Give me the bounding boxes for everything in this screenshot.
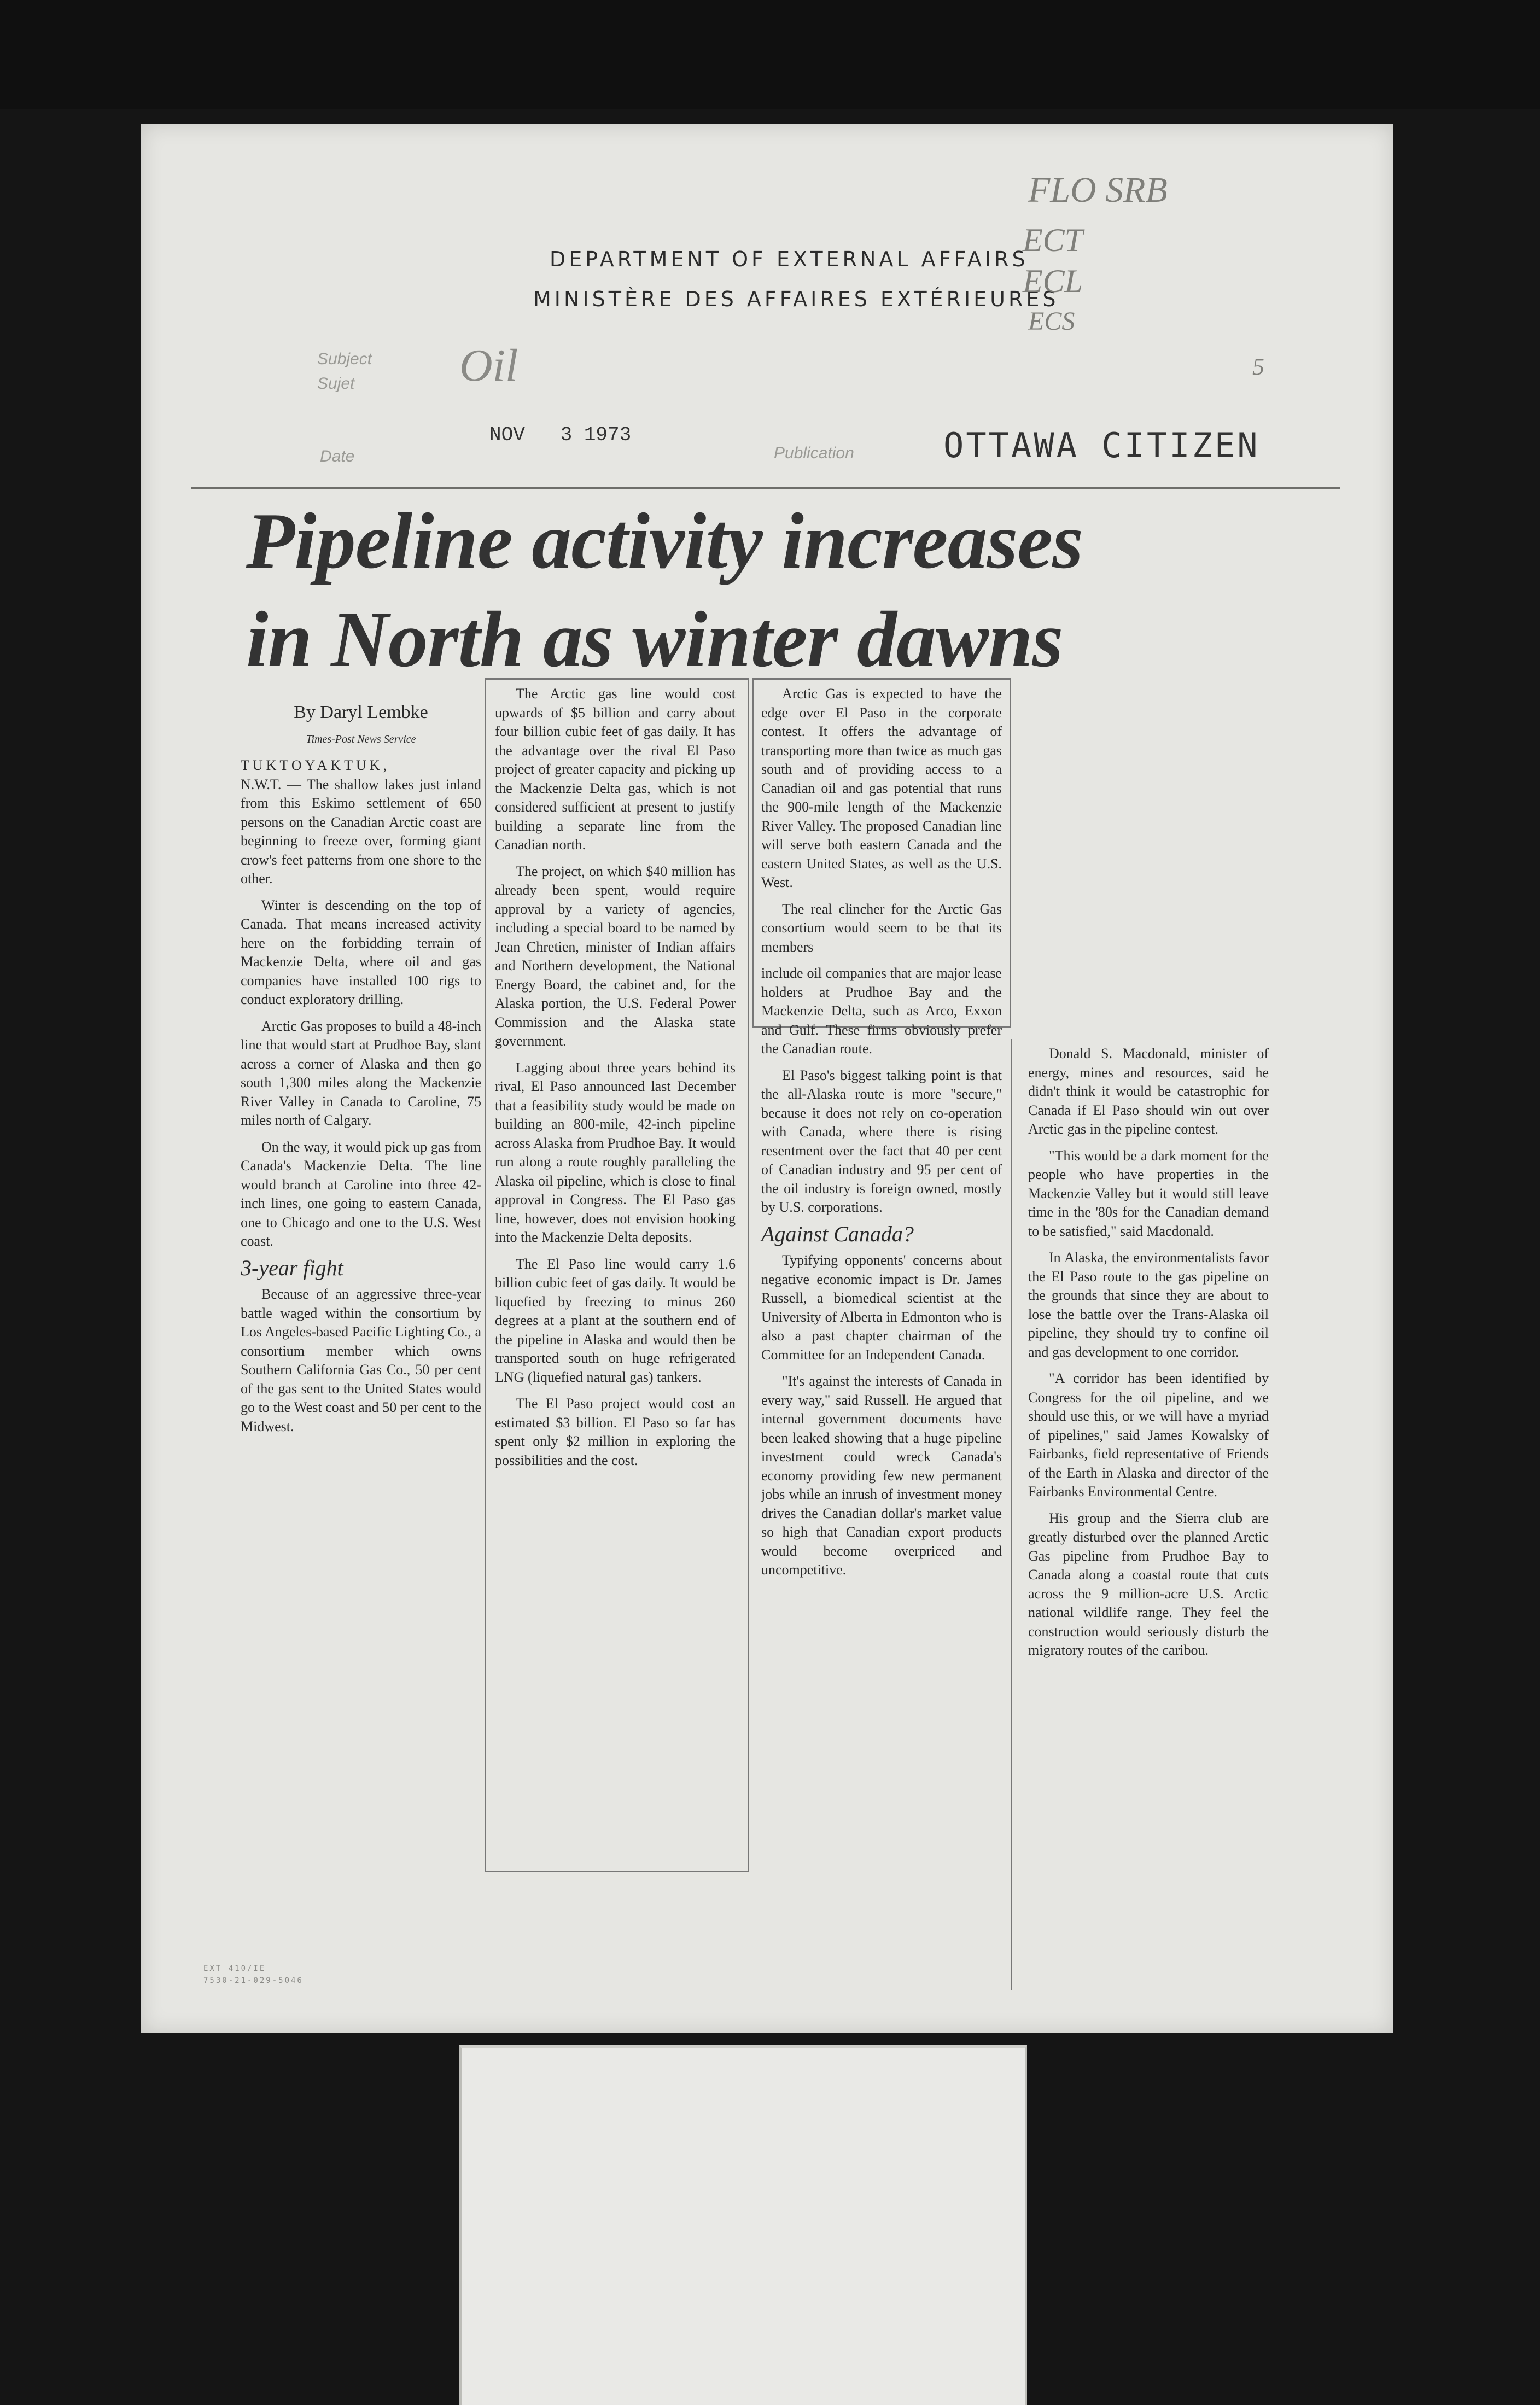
sujet-label: Sujet xyxy=(317,375,355,393)
col3-paragraph-2: The real clincher for the Arctic Gas consortium would seem to be that its members xyxy=(761,901,1002,955)
routing-annotation-1: FLO SRB xyxy=(1028,170,1168,210)
col4-paragraph-4: "A corridor has been identified by Congress for the oil pipeline, and we should use this, or we will have a myriad of pipelines," said James Kowalsky of Fairbanks, field representative of Friends of the Earth in Alaska and director of the Fairbanks Environmental Centre. xyxy=(1028,1370,1269,1499)
col3-paragraph-4: El Paso's biggest talking point is that the all-Alaska route is more "secure," because it does not rely on co-operation with Canada, where there is rising resentment over the fact that 40 per cent of Canadian industry and 95 per cent of the oil industry is foreign owned, mostly by U.S. corporations. xyxy=(761,1067,1002,1215)
subject-label: Subject xyxy=(317,350,372,368)
subject-value: Oil xyxy=(459,340,518,391)
news-service: Times-Post News Service xyxy=(306,733,416,745)
col2-paragraph-4: The El Paso line would carry 1.6 billion cubic feet of gas daily. It would be liquefied by freezing to minus 260 degrees at a plant at the southern end of the pipeline in Alaska and would then be transported south on huge refrigerated LNG (liquefied natural gas) tankers. xyxy=(495,1256,736,1385)
article-column-1 xyxy=(241,703,481,1444)
routing-annotation-2: ECT xyxy=(1023,222,1083,258)
col1-paragraph-4: On the way, it would pick up gas from Canada's Mackenzie Delta. The line would branch at Caroline into three 42-inch lines, one going to eastern Canada, one to Chicago and one to the U.S. West coast. xyxy=(241,1139,481,1249)
col2-paragraph-1: The Arctic gas line would cost upwards of $5 billion and carry about four billion cubic feet of gas daily. It has the advantage over the rival El Paso project of greater capacity and picking up the Mackenzie Delta gas, which is not considered sufficient at present to justify building a separate line from the Canadian north. xyxy=(495,686,736,853)
col4-paragraph-2: "This would be a dark moment for the people who have properties in the Mackenzie Valley but it would still leave time in the '80s for the Canadian demand to be satisfied," said Macdonald. xyxy=(1028,1147,1269,1239)
article-column-2 xyxy=(495,685,736,1478)
col3-paragraph-6: "It's against the interests of Canada in every way," said Russell. He argued that internal government documents have been leaked showing that a huge pipeline investment could wreck Canada's economy providing few new permanent jobs while an inrush of investment money drives the Canadian dollar's market value so high that Canadian export products would become overpriced and uncompetitive. xyxy=(761,1373,1002,1578)
subhead-against-canada: Against Canada? xyxy=(761,1221,914,1246)
col1-paragraph-3: Arctic Gas proposes to build a 48-inch line that would start at Prudhoe Bay, slant across a corner of Alaska and then go south 1,300 miles along the Mackenzie River Valley in Canada to Caroline, 75 miles north of Calgary. xyxy=(241,1018,481,1128)
subhead-3-year-fight: 3-year fight xyxy=(241,1255,343,1280)
date-value: NOV 3 1973 xyxy=(489,424,632,446)
col1-paragraph-2: Winter is descending on the top of Canada. That means increased activity here on the forbidding terrain of Mackenzie Delta, where oil and gas companies have installed 100 rigs to conduct exploratory drilling. xyxy=(241,897,481,1007)
col2-paragraph-5: The El Paso project would cost an estimated $3 billion. El Paso so far has spent only $2 million in exploring the possibilities and the cost. xyxy=(495,1396,736,1468)
article-column-4 xyxy=(1028,1044,1269,1668)
col4-paragraph-3: In Alaska, the environmentalists favor the El Paso route to the gas pipeline on the grounds that since they are about to lose the battle over the Trans-Alaska oil pipeline, they should try to confine oil and gas development to one corridor. xyxy=(1028,1250,1269,1360)
col4-paragraph-5: His group and the Sierra club are greatly disturbed over the planned Arctic Gas pipeline from Prudhoe Bay to Canada along a coastal route that cuts across the 9 million-acre U.S. Arctic national wildlife range. They feel the construction would seriously disturb the migratory routes of the caribou. xyxy=(1028,1510,1269,1658)
col2-paragraph-2: The project, on which $40 million has already been spent, would require approval by a variety of agencies, including a special board to be named by Jean Chretien, minister of Indian affairs and Northern development, the National Energy Board, the cabinet and, for the Alaska portion, the U.S. Federal Power Commission and the Alaska state government. xyxy=(495,863,736,1049)
col3-paragraph-3: include oil companies that are major lease holders at Prudhoe Bay and the Mackenzie Delta, such as Arco, Exxon and Gulf. These firms obviously prefer the Canadian route. xyxy=(761,965,1002,1056)
letterhead-line-1: DEPARTMENT OF EXTERNAL AFFAIRS xyxy=(550,247,1029,271)
article-column-3 xyxy=(761,685,1002,1587)
col2-paragraph-3: Lagging about three years behind its rival, El Paso announced last December that a feasibility study would be made on building an 800-mile, 42-inch pipeline across Alaska from Prudhoe Bay. It would run along a route roughly paralleling the Alaska oil pipeline, which is close to final approval in Congress. The El Paso gas line, however, does not envision hooking into the Mackenzie Delta deposits. xyxy=(495,1059,736,1245)
routing-annotation-4: ECS xyxy=(1028,307,1075,336)
publication-label: Publication xyxy=(774,444,854,462)
paper-tab xyxy=(459,2045,1027,2405)
headline-line-1: Pipeline activity increases xyxy=(246,497,1083,585)
letterhead-line-2: MINISTÈRE DES AFFAIRES EXTÉRIEURES xyxy=(533,287,1059,311)
col1-paragraph-5: Because of an aggressive three-year battle waged within the consortium by Los Angeles-based Pacific Lighting Co., a consortium member which owns Southern California Gas Co., 50 per cent of the gas sent to the United States would go to the West coast and 50 per cent to the Midwest. xyxy=(241,1286,481,1434)
date-label: Date xyxy=(320,447,355,465)
byline: By Daryl Lembke xyxy=(294,702,428,722)
form-code-1: EXT 410/IE xyxy=(203,1964,266,1973)
form-code-2: 7530-21-029-5046 xyxy=(203,1976,304,1985)
col3-paragraph-5: Typifying opponents' concerns about negative economic impact is Dr. James Russell, a biomedical scientist at the University of Alberta in Edmonton who is also a past chapter chairman of the Committee for an Independent Canada. xyxy=(761,1252,1002,1363)
film-border xyxy=(0,0,1540,109)
col1-paragraph-1: N.W.T. — The shallow lakes just inland from this Eskimo settlement of 650 persons on the Canadian Arctic coast are beginning to freeze over, forming giant crow's feet patterns from one shore to the other. xyxy=(241,776,481,886)
headline-line-2: in North as winter dawns xyxy=(246,595,1063,684)
routing-annotation-3: ECL xyxy=(1023,263,1083,299)
col4-paragraph-1: Donald S. Macdonald, minister of energy, mines and resources, said he didn't think it would be catastrophic for Canada if El Paso should win out over Arctic gas in the pipeline contest. xyxy=(1028,1046,1269,1137)
page-mark: 5 xyxy=(1252,353,1264,380)
column-4-divider xyxy=(1011,1039,1012,1990)
col3-paragraph-1: Arctic Gas is expected to have the edge over El Paso in the corporate contest. It offers the advantage of transporting more than twice as much gas south and of providing access to a Canadian oil and gas potential that runs the 900-mile length of the Mackenzie River Valley. The proposed Canadian line will serve both eastern Canada and the eastern United States, as well as the U.S. West. xyxy=(761,686,1002,890)
publication-value: OTTAWA CITIZEN xyxy=(943,425,1260,465)
dateline: TUKTOYAKTUK, xyxy=(241,757,390,773)
header-rule xyxy=(191,487,1340,489)
